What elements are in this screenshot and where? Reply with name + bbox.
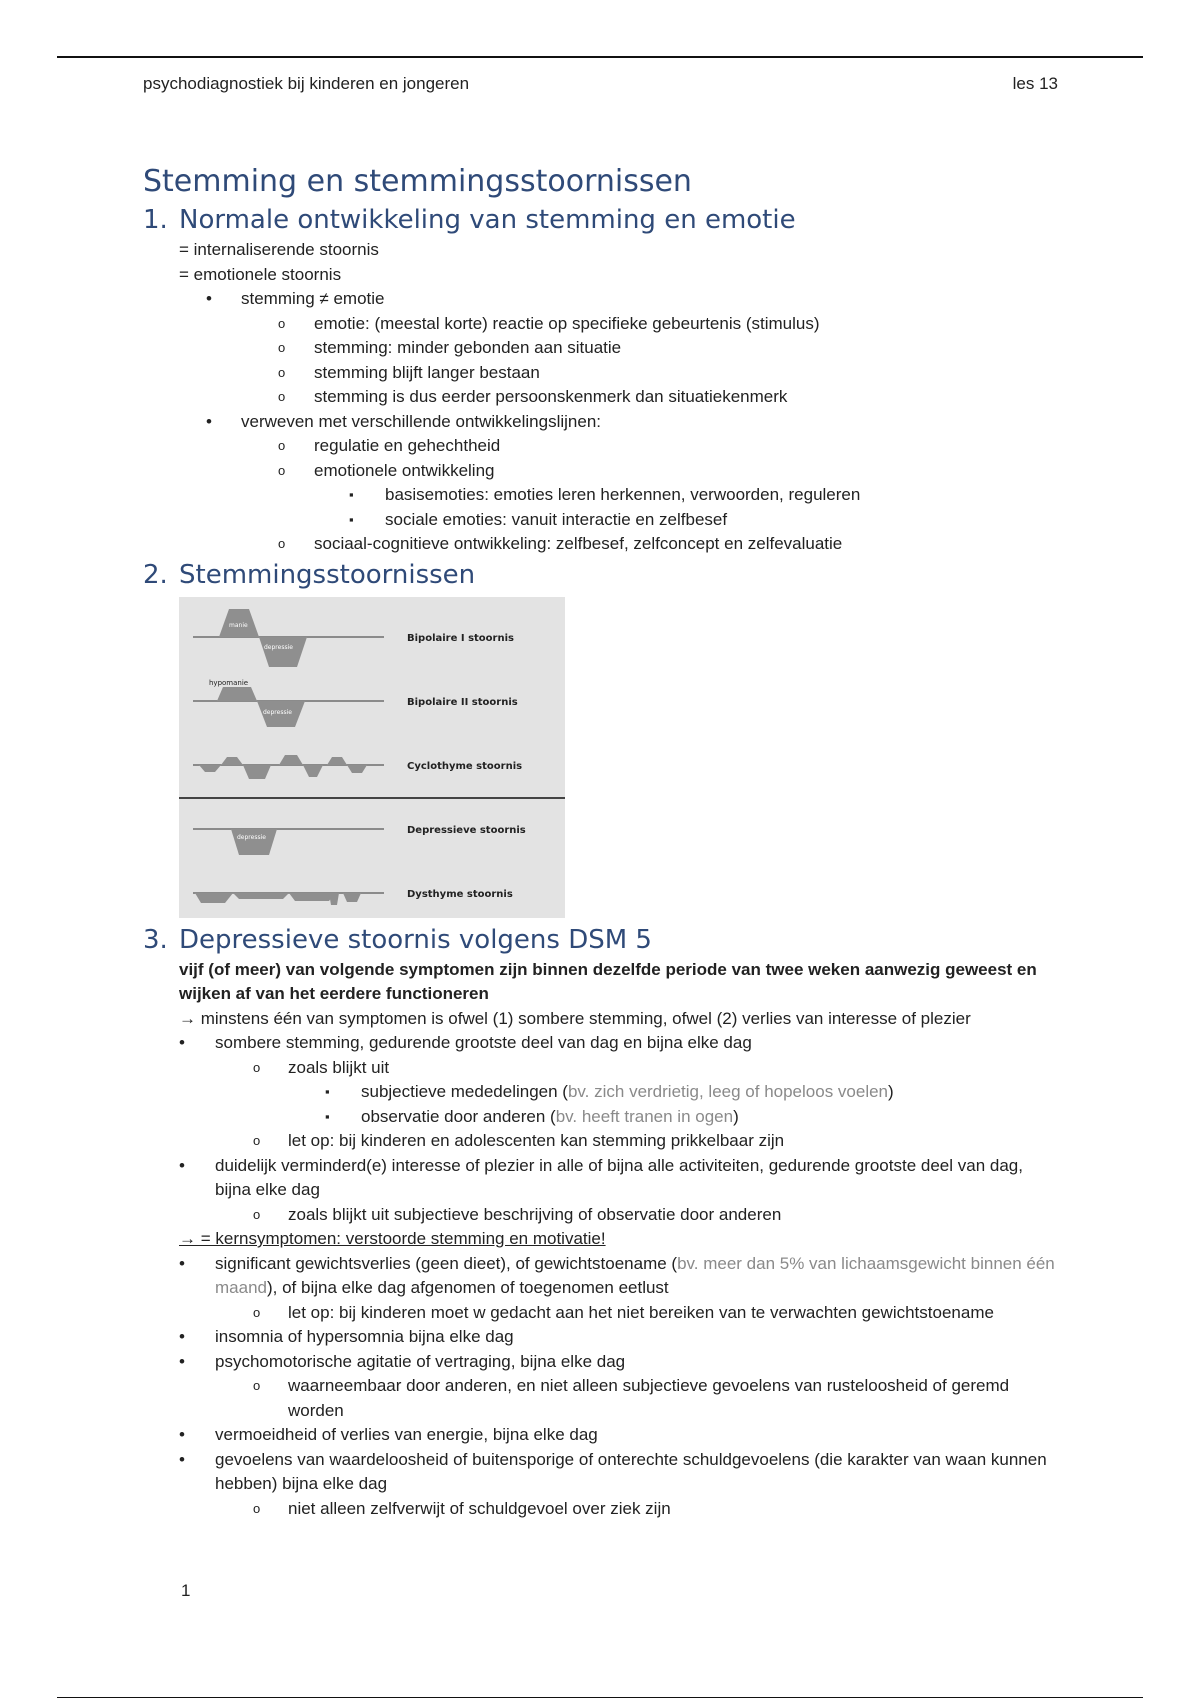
list-item: • significant gewichtsverlies (geen dieet), of gewichtstoename (bv. meer dan 5% van lichaamsgewicht binnen één maand), of bijna elke dag afgenomen of toegenomen eetlust <box>143 1252 1063 1301</box>
footer-rule <box>57 1697 1143 1698</box>
tag-depressie: depressie <box>263 708 292 716</box>
list-item: ▪ observatie door anderen (bv. heeft tranen in ogen) <box>143 1105 1063 1130</box>
list-item: o zoals blijkt uit subjectieve beschrijving of observatie door anderen <box>143 1203 1063 1228</box>
page-number: 1 <box>181 1581 191 1600</box>
list-item: ▪ subjectieve mededelingen (bv. zich verdrietig, leeg of hopeloos voelen) <box>143 1080 1063 1105</box>
section-3-body <box>143 958 1063 1522</box>
core-symptoms-note: → = kernsymptomen: verstoorde stemming en motivatie! <box>179 1229 606 1248</box>
tag-depressie: depressie <box>264 643 293 651</box>
page-title: Stemming en stemmingsstoornissen <box>143 164 692 199</box>
list-item: o let op: bij kinderen moet w gedacht aan het niet bereiken van te verwachten gewichtstoename <box>143 1301 1063 1326</box>
tag-hypomanie: hypomanie <box>209 678 249 687</box>
list-item: o stemming is dus eerder persoonskenmerk dan situatiekenmerk <box>143 385 1063 410</box>
row-label: Bipolaire I stoornis <box>407 632 514 644</box>
list-item: o emotionele ontwikkeling <box>143 459 1063 484</box>
list-item: o stemming: minder gebonden aan situatie <box>143 336 1063 361</box>
list-item: ▪ basisemoties: emoties leren herkennen, verwoorden, reguleren <box>143 483 1063 508</box>
header-rule <box>57 56 1143 58</box>
list-item: • vermoeidheid of verlies van energie, bijna elke dag <box>143 1423 1063 1448</box>
lesson-label: les 13 <box>1012 74 1058 93</box>
list-item: • insomnia of hypersomnia bijna elke dag <box>143 1325 1063 1350</box>
list-item: o let op: bij kinderen en adolescenten kan stemming prikkelbaar zijn <box>143 1129 1063 1154</box>
arrow-note: → minstens één van symptomen is ofwel (1) sombere stemming, ofwel (2) verlies van interesse of plezier <box>179 1008 971 1028</box>
row-label: Depressieve stoornis <box>407 824 526 836</box>
list-item: o emotie: (meestal korte) reactie op specifieke gebeurtenis (stimulus) <box>143 312 1063 337</box>
list-item: o regulatie en gehechtheid <box>143 434 1063 459</box>
row-label: Bipolaire II stoornis <box>407 696 518 708</box>
list-item: • gevoelens van waardeloosheid of buitensporige of onterechte schuldgevoelens (die karakter van waan kunnen hebben) bijna elke dag <box>143 1448 1063 1497</box>
row-label: Dysthyme stoornis <box>407 888 513 900</box>
list-item: ▪ sociale emoties: vanuit interactie en zelfbesef <box>143 508 1063 533</box>
mood-disorders-diagram <box>179 597 565 918</box>
course-title: psychodiagnostiek bij kinderen en jongeren <box>143 74 470 93</box>
section-2-heading: 2. Stemmingsstoornissen <box>143 559 476 590</box>
list-item: o niet alleen zelfverwijt of schuldgevoel over ziek zijn <box>143 1497 1063 1522</box>
mood-disorders-figure <box>179 597 565 918</box>
intro-line: = internaliserende stoornis <box>179 240 379 259</box>
list-item: o stemming blijft langer bestaan <box>143 361 1063 386</box>
list-item: o sociaal-cognitieve ontwikkeling: zelfbesef, zelfconcept en zelfevaluatie <box>143 532 1063 557</box>
section-1-heading: 1. Normale ontwikkeling van stemming en emotie <box>143 205 796 235</box>
tag-manie: manie <box>229 621 248 629</box>
document-body <box>143 162 1063 1521</box>
list-item: o zoals blijkt uit <box>143 1056 1063 1081</box>
section-3-heading: 3. Depressieve stoornis volgens DSM 5 <box>143 924 652 955</box>
list-item: • sombere stemming, gedurende grootste deel van dag en bijna elke dag <box>143 1031 1063 1056</box>
list-item: • stemming ≠ emotie <box>143 287 1063 312</box>
list-item: • psychomotorische agitatie of vertraging, bijna elke dag <box>143 1350 1063 1375</box>
list-item: o waarneembaar door anderen, en niet alleen subjectieve gevoelens van rusteloosheid of geremd worden <box>143 1374 1063 1423</box>
tag-depressie: depressie <box>237 833 266 841</box>
intro-text: vijf (of meer) van volgende symptomen zijn binnen dezelfde periode van twee weken aanwezig geweest en wijken af van het eerdere functioneren <box>179 959 1037 1003</box>
list-item: • verweven met verschillende ontwikkelingslijnen: <box>143 410 1063 435</box>
intro-line: = emotionele stoornis <box>179 264 342 284</box>
row-label: Cyclothyme stoornis <box>407 760 523 772</box>
list-item: • duidelijk verminderd(e) interesse of plezier in alle of bijna alle activiteiten, gedurende grootste deel van dag, bijna elke dag <box>143 1154 1063 1203</box>
